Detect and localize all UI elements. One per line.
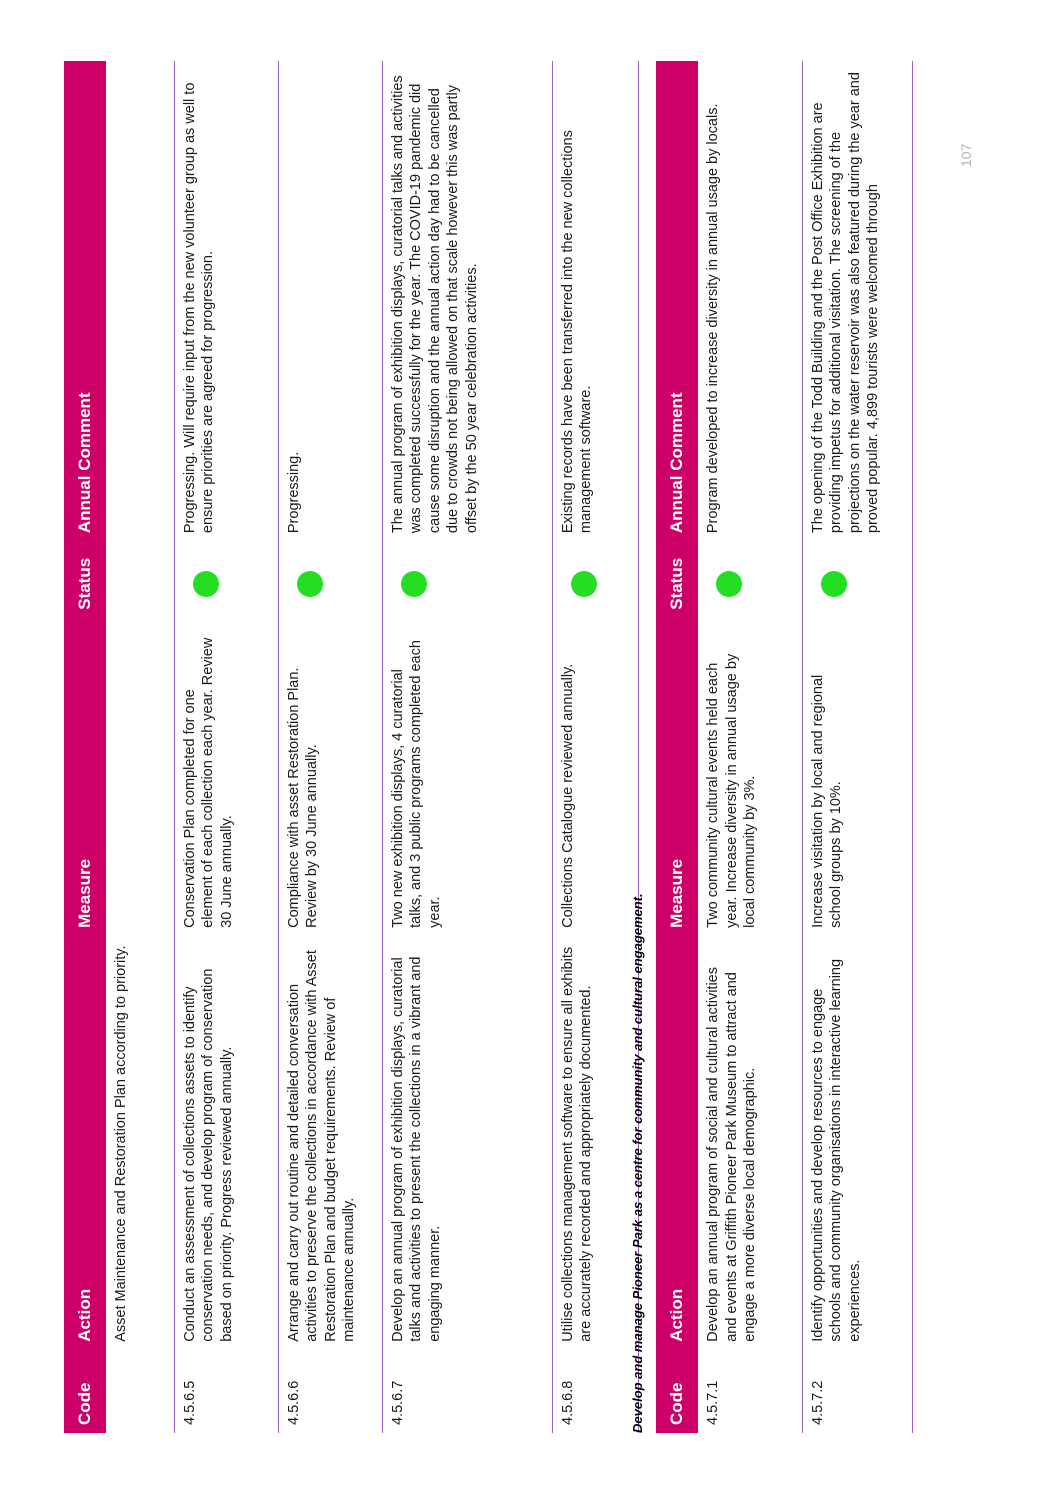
cell-measure: Conservation Plan completed for one element of each collection each year. Review 30 June annually. [174, 626, 278, 935]
cell-status [552, 541, 638, 626]
header-measure: Measure [64, 626, 106, 935]
header-action: Action [64, 936, 106, 1350]
cell-measure: Collections Catalogue reviewed annually. [552, 626, 638, 935]
header-code: Code [656, 1350, 698, 1433]
cell-comment: Progressing. Will require input from the new volunteer group as well to ensure priorities are agreed for progression. [174, 61, 278, 541]
header-measure: Measure [656, 626, 698, 935]
cell-status [382, 541, 552, 626]
table-header-row [656, 61, 698, 1433]
cell-action: Develop an annual program of social and cultural activities and events at Griffith Pioneer Park Museum to attract and engage a more diverse local demographic. [698, 936, 802, 1350]
cell-code: 4.5.6.8 [552, 1350, 638, 1433]
cell-measure: Compliance with asset Restoration Plan. Review by 30 June annually. [278, 626, 382, 935]
cell-measure [106, 626, 174, 935]
action-table-1 [64, 61, 639, 1433]
section-title: Develop and manage Pioneer Park as a centre for community and cultural engagement. [630, 893, 645, 1433]
cell-comment [106, 61, 174, 541]
table-row [278, 61, 382, 1433]
cell-status [174, 541, 278, 626]
cell-code: 4.5.6.7 [382, 1350, 552, 1433]
table-row [106, 61, 174, 1433]
header-status: Status [64, 541, 106, 626]
status-green-icon [716, 571, 742, 597]
table-row [802, 61, 912, 1433]
action-table-2 [656, 61, 913, 1433]
cell-comment: The annual program of exhibition displays, curatorial talks and activities was completed successfully for the year. The COVID-19 pandemic did cause some disruption and the annual action day had to be cancelled due to crowds not being allowed on that scale however this was partly offset by the 50 year celebration activities. [382, 61, 552, 541]
table-row [382, 61, 552, 1433]
cell-comment: Progressing. [278, 61, 382, 541]
status-green-icon [297, 571, 323, 597]
header-action: Action [656, 936, 698, 1350]
status-green-icon [821, 571, 847, 597]
header-code: Code [64, 1350, 106, 1433]
cell-measure: Two new exhibition displays, 4 curatorial talks, and 3 public programs completed each year. [382, 626, 552, 935]
cell-comment: The opening of the Todd Building and the Post Office Exhibition are providing impetus for additional visitation. The screening of the projections on the water reservoir was also featured during the year and proved popular. 4,899 tourists were welcomed through [802, 61, 912, 541]
cell-status [278, 541, 382, 626]
table-row [174, 61, 278, 1433]
table-header-row [64, 61, 106, 1433]
cell-code: 4.5.6.6 [278, 1350, 382, 1433]
header-comment: Annual Comment [64, 61, 106, 541]
cell-action: Develop an annual program of exhibition displays, curatorial talks and activities to present the collections in a vibrant and engaging manner. [382, 936, 552, 1350]
table-row [552, 61, 638, 1433]
cell-status [698, 541, 802, 626]
cell-code: 4.5.6.5 [174, 1350, 278, 1433]
cell-status [802, 541, 912, 626]
status-green-icon [401, 571, 427, 597]
cell-measure: Two community cultural events held each year. Increase diversity in annual usage by local community by 3%. [698, 626, 802, 935]
cell-measure: Increase visitation by local and regional school groups by 10%. [802, 626, 912, 935]
cell-status [106, 541, 174, 626]
table-row [698, 61, 802, 1433]
status-green-icon [193, 571, 219, 597]
status-green-icon [571, 571, 597, 597]
cell-code [106, 1350, 174, 1433]
cell-action: Utilise collections management software to ensure all exhibits are accurately recorded and appropriately documented. [552, 936, 638, 1350]
cell-action: Conduct an assessment of collections assets to identify conservation needs, and develop program of conservation based on priority. Progress reviewed annually. [174, 936, 278, 1350]
cell-action: Asset Maintenance and Restoration Plan according to priority. [106, 936, 174, 1350]
cell-code: 4.5.7.2 [802, 1350, 912, 1433]
page-number: 107 [958, 143, 974, 167]
cell-comment: Existing records have been transferred into the new collections management software. [552, 61, 638, 541]
cell-comment: Program developed to increase diversity in annual usage by locals. [698, 61, 802, 541]
cell-code: 4.5.7.1 [698, 1350, 802, 1433]
cell-action: Identify opportunities and develop resources to engage schools and community organisations in interactive learning experiences. [802, 936, 912, 1350]
header-status: Status [656, 541, 698, 626]
cell-action: Arrange and carry out routine and detailed conversation activities to preserve the collections in accordance with Asset Restoration Plan and budget requirements. Review of maintenance annually. [278, 936, 382, 1350]
header-comment: Annual Comment [656, 61, 698, 541]
